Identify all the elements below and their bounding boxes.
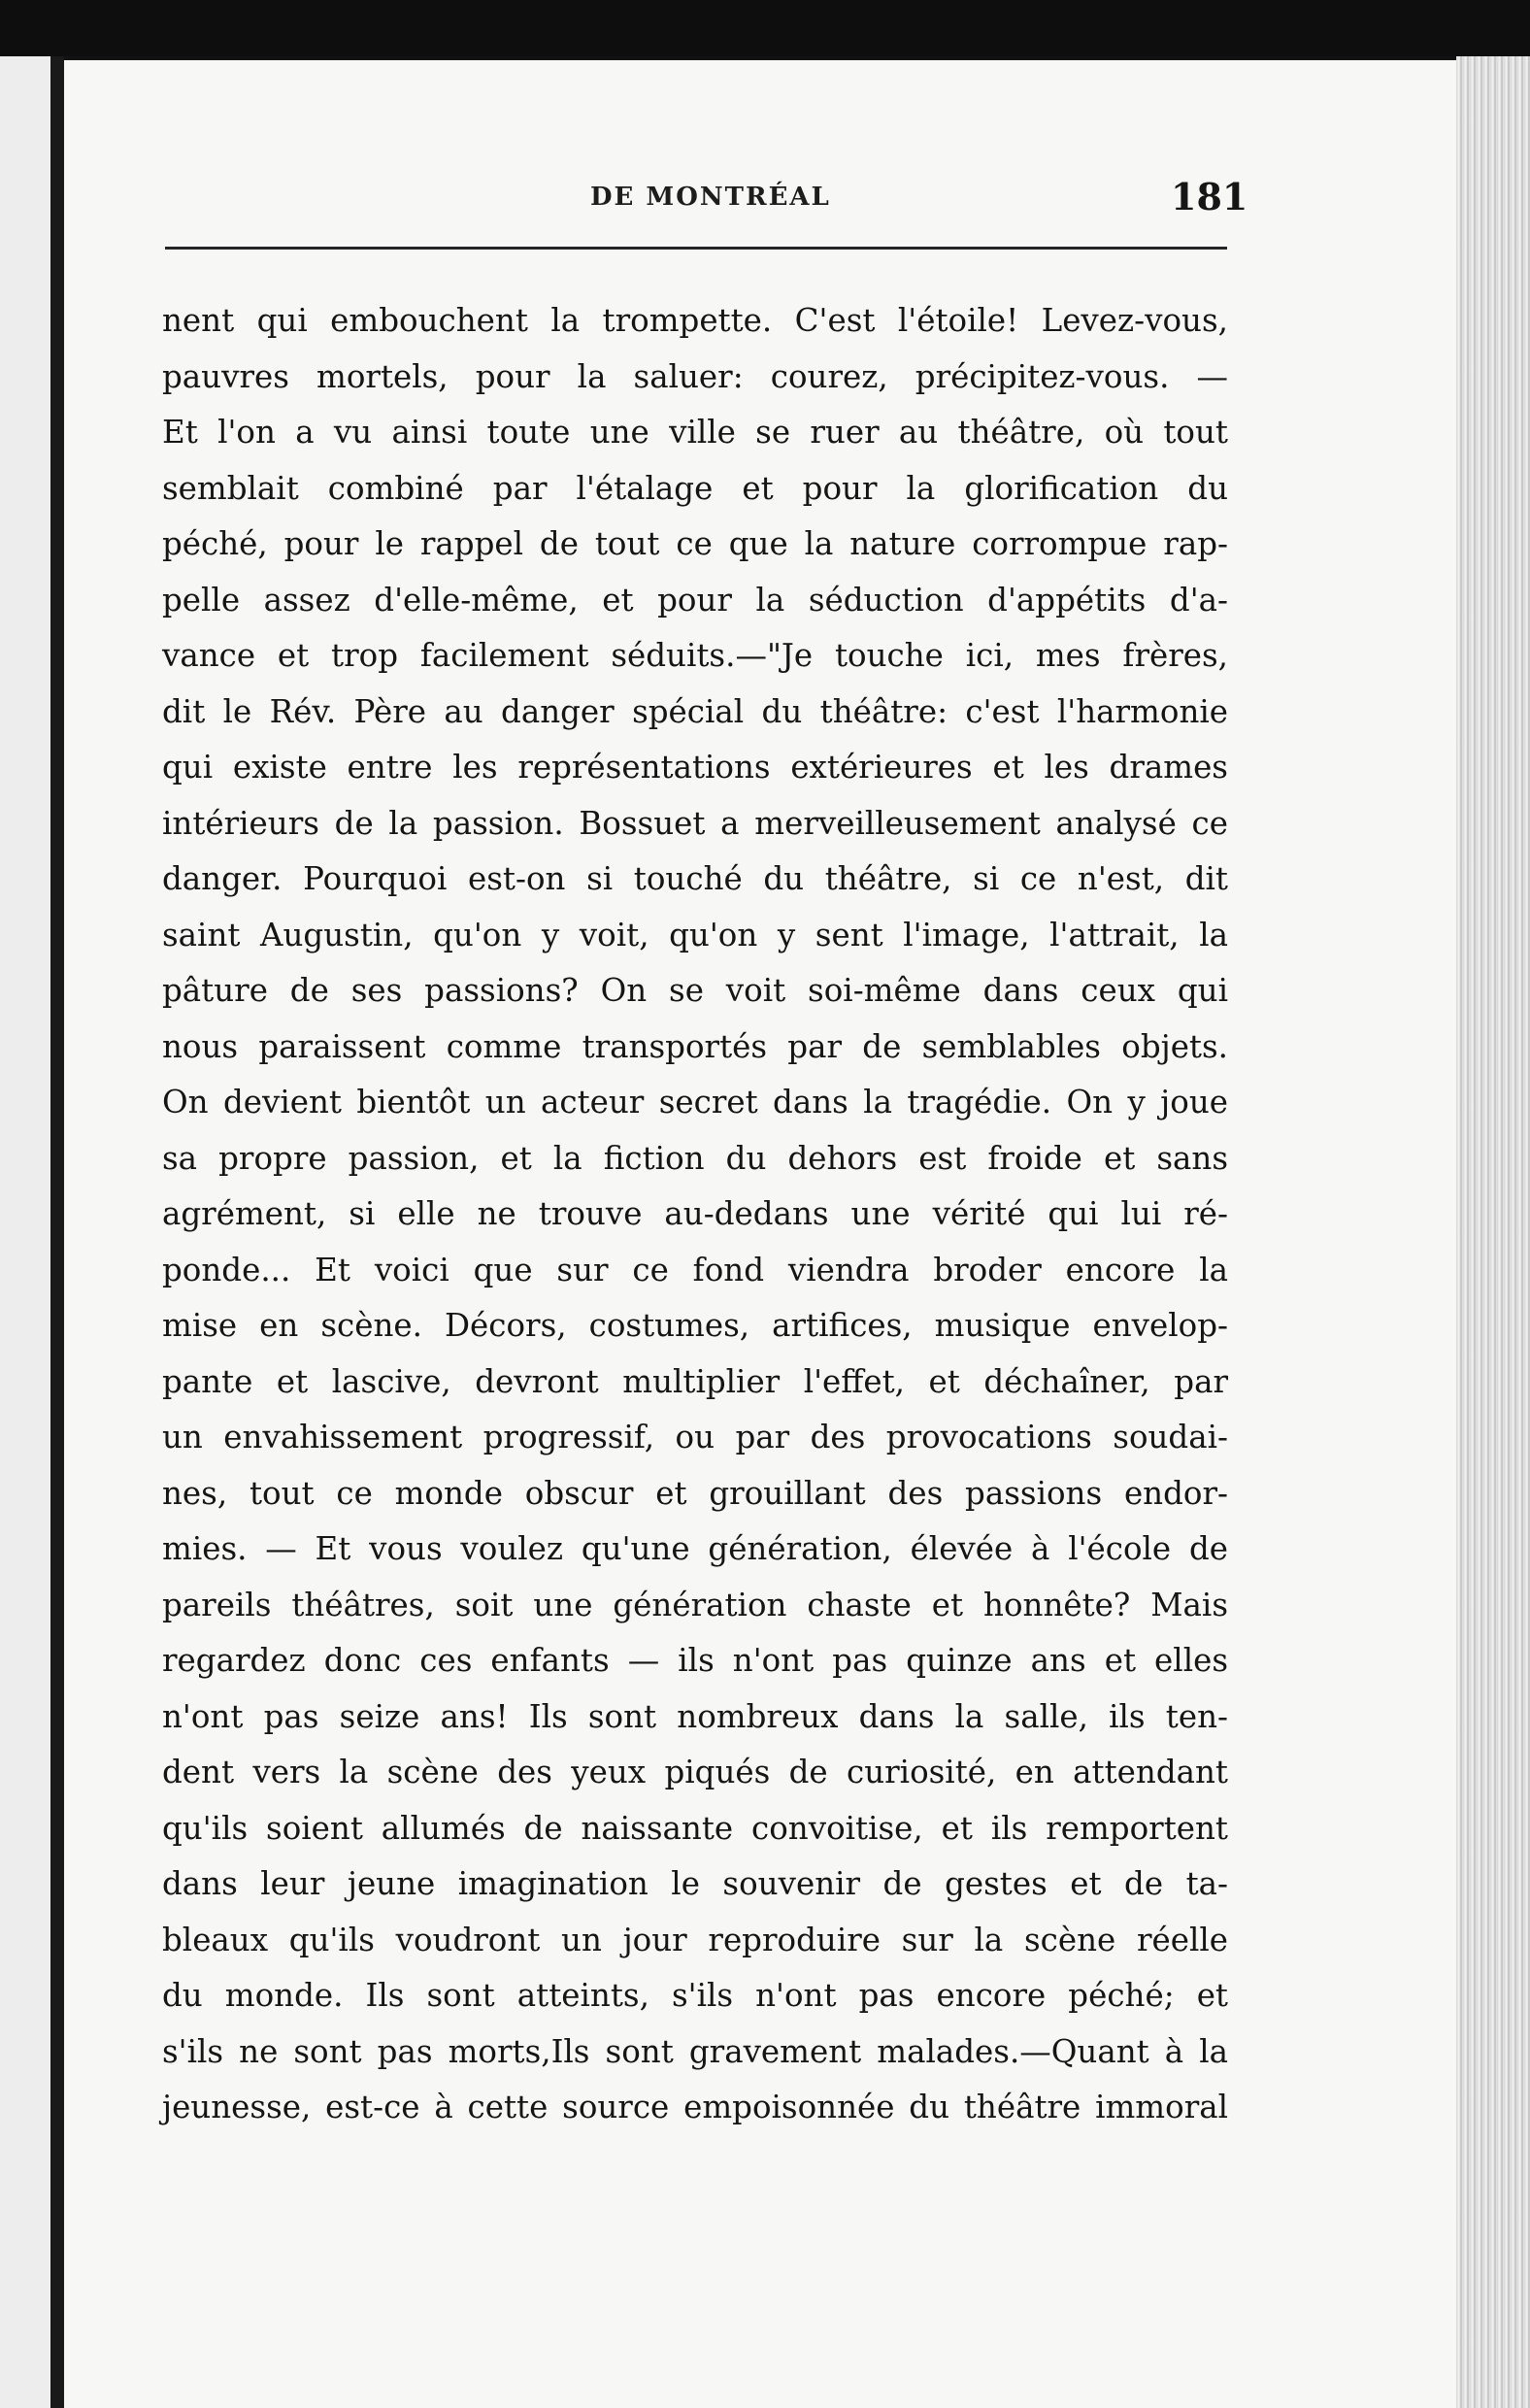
text-line: saint Augustin, qu'on y voit, qu'on y sent l'image, l'attrait, la	[162, 916, 1228, 953]
page-block-edges	[1456, 56, 1530, 2408]
text-line: nes, tout ce monde obscur et grouillant des passions endor-	[162, 1474, 1228, 1512]
text-line: n'ont pas seize ans! Ils sont nombreux dans la salle, ils ten-	[162, 1697, 1228, 1735]
text-line: On devient bientôt un acteur secret dans la tragédie. On y joue	[162, 1084, 1228, 1120]
text-line: dit le Rév. Père au danger spécial du théâtre: c'est l'harmonie	[162, 692, 1228, 730]
text-line: jeunesse, est-ce à cette source empoisonnée du théâtre immoral	[162, 2089, 1228, 2125]
text-line: semblait combiné par l'étalage et pour la glorification du	[162, 469, 1228, 507]
page-number: 181	[1171, 175, 1248, 218]
scan-top-border	[0, 0, 1530, 56]
text-line: qu'ils soient allumés de naissante convoitise, et ils remportent	[162, 1809, 1228, 1847]
text-line: péché, pour le rappel de tout ce que la nature corrompue rap-	[162, 525, 1228, 562]
text-line: nous paraissent comme transportés par de semblables objets.	[162, 1027, 1228, 1065]
gutter-shadow	[50, 56, 64, 2408]
text-line: dent vers la scène des yeux piqués de curiosité, en attendant	[162, 1754, 1228, 1790]
text-line: mies. — Et vous voulez qu'une génération, élevée à l'école de	[162, 1530, 1228, 1567]
text-line: ponde... Et voici que sur ce fond viendra broder encore la	[162, 1251, 1228, 1288]
text-line: un envahissement progressif, ou par des provocations soudai-	[162, 1419, 1228, 1455]
text-line: nent qui embouchent la trompette. C'est l'étoile! Levez-vous,	[162, 302, 1228, 339]
text-line: pareils théâtres, soit une génération chaste et honnête? Mais	[162, 1586, 1228, 1623]
adjacent-page-edge	[0, 56, 56, 2408]
text-line: dans leur jeune imagination le souvenir de gestes et de ta-	[162, 1865, 1228, 1902]
text-line: danger. Pourquoi est-on si touché du théâtre, si ce n'est, dit	[162, 860, 1228, 897]
header-rule	[165, 247, 1227, 250]
text-line: qui existe entre les représentations extérieures et les drames	[162, 749, 1228, 786]
text-line: intérieurs de la passion. Bossuet a merveilleusement analysé ce	[162, 804, 1228, 842]
text-line: s'ils ne sont pas morts,Ils sont gravement malades.—Quant à la	[162, 2032, 1228, 2070]
text-line: pauvres mortels, pour la saluer: courez, précipitez-vous. —	[162, 357, 1228, 395]
text-line: pante et lascive, devront multiplier l'effet, et déchaîner, par	[162, 1362, 1228, 1400]
text-line: bleaux qu'ils voudront un jour reproduire sur la scène réelle	[162, 1921, 1228, 1958]
text-line: pelle assez d'elle-même, et pour la séduction d'appétits d'a-	[162, 581, 1228, 619]
running-head: DE MONTRÉAL	[590, 183, 831, 212]
text-line: regardez donc ces enfants — ils n'ont pas quinze ans et elles	[162, 1642, 1228, 1679]
text-line: du monde. Ils sont atteints, s'ils n'ont pas encore péché; et	[162, 1977, 1228, 2014]
text-line: mise en scène. Décors, costumes, artifices, musique envelop-	[162, 1307, 1228, 1344]
text-line: agrément, si elle ne trouve au-dedans une vérité qui lui ré-	[162, 1195, 1228, 1232]
text-line: sa propre passion, et la fiction du dehors est froide et sans	[162, 1139, 1228, 1177]
text-line: vance et trop facilement séduits.—"Je touche ici, mes frères,	[162, 637, 1228, 674]
text-line: pâture de ses passions? On se voit soi-même dans ceux qui	[162, 972, 1228, 1009]
body-text	[162, 293, 1228, 2136]
text-line: Et l'on a vu ainsi toute une ville se ruer au théâtre, où tout	[162, 414, 1228, 451]
